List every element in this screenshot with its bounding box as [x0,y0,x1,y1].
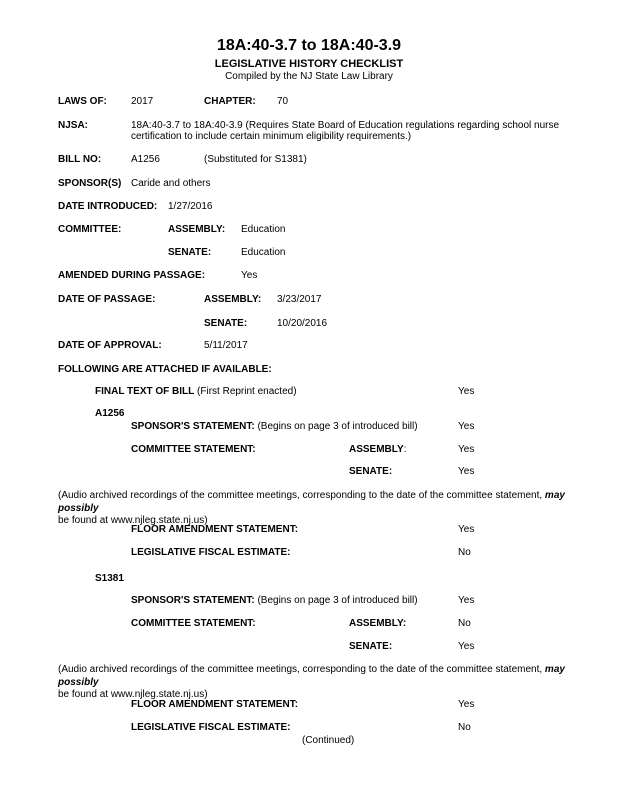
chapter-label: CHAPTER: [204,96,256,107]
chapter-value: 70 [277,96,289,107]
a1256-fiscal-value: No [458,547,471,558]
passage-label: DATE OF PASSAGE: [58,294,156,305]
approval-label: DATE OF APPROVAL: [58,340,162,351]
a1256-sponsor-value: Yes [458,421,475,432]
s1381-sponsor-value: Yes [458,595,475,606]
s1381-sponsor-note: (Begins on page 3 of introduced bill) [254,595,418,606]
a1256-senate-label: SENATE: [349,466,393,477]
passage-senate-label: SENATE: [204,318,248,329]
date-introduced-value: 1/27/2016 [168,201,213,212]
laws-of-label: LAWS OF: [58,96,107,107]
a1256-audio-note [58,490,603,528]
compiled-by: Compiled by the NJ State Law Library [225,71,393,82]
a1256-sponsor-row [131,421,418,433]
a1256-senate-value: Yes [458,466,475,477]
committee-label: COMMITTEE: [58,224,122,235]
s1381-audio-emphasis: may possibly [58,664,565,688]
njsa-label: NJSA: [58,120,89,131]
attached-heading: FOLLOWING ARE ATTACHED IF AVAILABLE: [58,364,272,375]
a1256-assembly-label: ASSEMBLY [349,444,404,455]
bill-no-label: BILL NO: [58,154,102,165]
page-subtitle: LEGISLATIVE HISTORY CHECKLIST [214,58,404,70]
s1381-sponsor-row [131,595,418,607]
a1256-audio-link: be found at www.njleg.state.nj.us) [58,515,208,526]
s1381-assembly-label: ASSEMBLY: [349,618,407,629]
sponsors-value: Caride and others [131,178,211,189]
s1381-assembly-value: No [458,618,471,629]
a1256-floor-value: Yes [458,524,475,535]
final-text-note: (First Reprint enacted) [194,386,297,397]
final-text-row [95,386,297,398]
a1256-sponsor-label: SPONSOR'S STATEMENT: [131,421,255,432]
committee-senate-value: Education [241,247,286,258]
passage-senate-value: 10/20/2016 [277,318,328,329]
continued-footer: (Continued) [302,735,355,746]
s1381-audio-note [58,664,603,702]
njsa-line-2: certification to include certain minimum eligibility requirements.) [131,131,412,142]
a1256-audio-text: (Audio archived recordings of the committee meetings, corresponding to the date of the committee statement, [58,490,545,501]
s1381-senate-label: SENATE: [349,641,393,652]
date-introduced-label: DATE INTRODUCED: [58,201,158,212]
amended-label: AMENDED DURING PASSAGE: [58,270,206,281]
a1256-assembly-value: Yes [458,444,475,455]
a1256-heading: A1256 [95,408,125,419]
passage-assembly-value: 3/23/2017 [277,294,322,305]
a1256-committee-label: COMMITTEE STATEMENT: [131,444,256,455]
committee-assembly-value: Education [241,224,286,235]
final-text-value: Yes [458,386,475,397]
passage-assembly-label: ASSEMBLY: [204,294,262,305]
committee-senate-label: SENATE: [168,247,212,258]
a1256-audio-emphasis: may possibly [58,490,565,514]
njsa-line-1: 18A:40-3.7 to 18A:40-3.9 (Requires State Board of Education regulations regarding school nurse [131,120,560,131]
a1256-fiscal-label: LEGISLATIVE FISCAL ESTIMATE: [131,547,291,558]
s1381-floor-label: FLOOR AMENDMENT STATEMENT: [131,699,299,710]
s1381-senate-value: Yes [458,641,475,652]
s1381-heading: S1381 [95,573,124,584]
bill-no-value: A1256 [131,154,160,165]
s1381-fiscal-value: No [458,722,471,733]
s1381-committee-label: COMMITTEE STATEMENT: [131,618,256,629]
a1256-sponsor-note: (Begins on page 3 of introduced bill) [254,421,418,432]
s1381-floor-value: Yes [458,699,475,710]
committee-assembly-label: ASSEMBLY: [168,224,226,235]
s1381-sponsor-label: SPONSOR'S STATEMENT: [131,595,255,606]
laws-of-value: 2017 [131,96,154,107]
approval-value: 5/11/2017 [204,340,248,351]
s1381-fiscal-label: LEGISLATIVE FISCAL ESTIMATE: [131,722,291,733]
s1381-audio-link: be found at www.njleg.state.nj.us) [58,689,208,700]
page-title: 18A:40-3.7 to 18A:40-3.9 [216,37,402,54]
bill-substituted-note: (Substituted for S1381) [204,154,307,165]
final-text-label: FINAL TEXT OF BILL [95,386,195,397]
sponsors-label: SPONSOR(S) [58,178,122,189]
a1256-assembly-row: ASSEMBLY: [349,444,407,455]
amended-value: Yes [241,270,258,281]
a1256-floor-label: FLOOR AMENDMENT STATEMENT: [131,524,299,535]
s1381-audio-text: (Audio archived recordings of the committee meetings, corresponding to the date of the committee statement, [58,664,545,675]
